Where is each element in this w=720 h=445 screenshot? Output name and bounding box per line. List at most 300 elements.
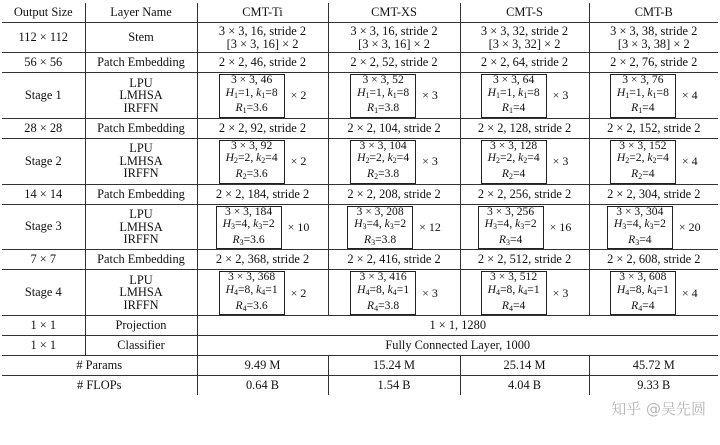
stage-name-cell: Stage 2 [2,138,85,184]
params-label-cell: # Params [2,356,197,376]
symbol-letter: k [387,151,393,165]
header-cmt-s: CMT-S [460,3,589,23]
symbol-letter: k [387,282,393,296]
flops-label-cell: # FLOPs [2,376,197,396]
header-cmt-ti: CMT-Ti [197,3,328,23]
symbol-subscript: 2 [638,171,643,181]
table-row-flops [2,376,718,396]
symbol-value: 2 [268,217,275,231]
ratio-spec: $R_3=4$ [628,232,652,247]
symbol-letter: k [647,85,653,99]
symbol-letter: R [631,166,639,180]
stage-layer-name: IRFFN [123,232,159,247]
symbol-letter: R [232,232,240,246]
output-size-cell: 1 × 1 [2,336,85,356]
params-value-cell: 25.14 M [460,356,589,376]
symbol-subscript: 1 [374,106,379,116]
symbol-letter: H [357,282,366,296]
symbol-letter: k [256,282,262,296]
table-row-patch-embedding [2,118,718,138]
conv-spec: 3 × 3, 304 [616,204,664,218]
symbol-subscript: 2 [242,171,247,181]
block-multiplier: × 3 [552,88,569,103]
bracket-matrix [350,271,416,315]
stage-layer-names [88,77,195,115]
conv-spec: 3 × 3, 52 [362,73,404,86]
layer-name-cell: Projection [85,316,197,336]
ratio-spec: $R_2=3.8$ [367,166,400,181]
heads-spec: $H_2=2$, $k_2=4$ [357,151,410,166]
symbol-value: 1 [271,282,278,296]
stage-block-cell [197,204,328,250]
symbol-subscript: 3 [492,222,497,232]
table-row-patch-embedding [2,184,718,204]
table-row-stage [2,204,718,250]
symbol-subscript: 1 [233,90,238,100]
symbol-letter: R [364,232,372,246]
symbol-letter: H [616,151,626,165]
symbol-subscript: 3 [362,222,367,232]
stem-cell [589,23,718,53]
bracket-matrix [219,140,285,184]
table-row-stage [2,73,718,119]
output-size-cell: 112 × 112 [2,23,85,53]
params-value-cell: 15.24 M [328,356,460,376]
conv-spec: 3 × 3, 208 [356,204,404,218]
symbol-letter: R [498,232,506,246]
symbol-value: 3.6 [253,298,268,312]
block-multiplier: × 12 [419,219,441,234]
symbol-letter: H [354,217,363,231]
ratio-spec: $R_1=3.8$ [367,101,400,116]
symbol-letter: k [387,85,393,99]
symbol-subscript: 2 [392,156,397,166]
symbol-value: 4 [632,217,639,231]
symbol-subscript: 3 [258,222,263,232]
symbol-letter: R [631,101,639,115]
symbol-value: 3.8 [384,298,400,312]
symbol-letter: k [384,217,390,231]
patch-embedding-cell: 2 × 2, 512, stride 2 [460,250,589,270]
conv-spec: 3 × 3, 512 [490,270,538,284]
heads-spec: $H_2=2$, $k_2=4$ [487,151,540,166]
conv-spec: 3 × 3, 608 [619,270,667,284]
symbol-subscript: 4 [261,287,266,297]
symbol-value: 4 [241,217,248,231]
symbol-subscript: 2 [365,156,370,166]
architecture-table [2,3,718,395]
patch-embedding-cell: 2 × 2, 64, stride 2 [460,53,589,73]
symbol-subscript: 4 [508,303,513,313]
symbol-value: 3.8 [381,232,397,246]
symbol-value: 4 [503,217,510,231]
symbol-letter: H [225,151,234,165]
bracket-matrix [219,271,285,315]
symbol-subscript: 1 [652,90,657,100]
conv-spec: 3 × 3, 64 [492,73,535,86]
heads-spec: $H_1=1$, $k_1=8$ [357,85,410,100]
block-multiplier: × 2 [290,285,307,300]
ratio-spec: $R_4=4$ [501,298,526,313]
block-spec [350,271,438,315]
symbol-value: 4 [648,166,655,180]
patch-embedding-cell: 2 × 2, 208, stride 2 [328,184,460,204]
projection-value-cell: 1 × 1, 1280 [197,316,718,336]
symbol-value: 2 [400,217,407,231]
stage-layer-names-cell [85,270,197,316]
params-value-cell: 45.72 M [589,356,718,376]
block-spec [607,206,701,250]
symbol-subscript: 3 [649,222,654,232]
ratio-spec: $R_4=4$ [631,298,655,313]
heads-spec: $H_1=1$, $k_1=8$ [487,85,540,100]
stage-block-cell [589,138,718,184]
symbol-letter: H [357,151,366,165]
layer-name-cell: Patch Embedding [85,53,197,73]
header-cmt-b: CMT-B [589,3,718,23]
symbol-value: 4 [519,166,526,180]
block-spec [216,206,310,250]
symbol-value: 8 [403,85,410,99]
flops-value-cell: 0.64 B [197,376,328,396]
block-spec [219,74,307,118]
stage-layer-name: IRFFN [123,100,159,115]
stage-layer-name: IRFFN [123,166,159,181]
stem-lines [463,25,587,50]
stem-line: 3 × 3, 16, stride 2 [218,23,307,38]
stage-block-cell [197,73,328,119]
block-multiplier: × 20 [678,219,701,234]
symbol-subscript: 2 [233,156,238,166]
symbol-subscript: 4 [625,287,630,297]
stage-block-cell [589,204,718,250]
symbol-value: 1 [663,282,669,296]
symbol-value: 3.8 [384,101,400,115]
stage-block-cell [328,270,460,316]
block-multiplier: × 3 [422,154,438,169]
stem-line: [3 × 3, 38] × 2 [617,36,690,51]
block-spec [350,140,438,184]
stage-layer-name: LMHSA [119,153,163,168]
ratio-spec: $R_3=3.8$ [364,232,397,247]
symbol-letter: H [357,85,366,99]
header-row [2,3,718,23]
stage-layer-name: LPU [129,75,153,90]
symbol-value: 4 [271,151,278,165]
symbol-subscript: 2 [652,156,657,166]
stage-layer-name: LPU [129,141,153,156]
symbol-subscript: 3 [389,222,394,232]
heads-spec: $H_2=2$, $k_2=4$ [225,151,278,166]
symbol-subscript: 4 [233,287,238,297]
bracket-matrix [481,140,547,184]
symbol-subscript: 2 [374,171,379,181]
conv-spec: 3 × 3, 128 [490,138,538,152]
stage-block-cell [328,204,460,250]
block-multiplier: × 3 [552,154,569,169]
symbol-subscript: 4 [392,287,397,297]
stage-layer-names [88,208,195,246]
symbol-subscript: 1 [638,106,643,116]
block-spec [347,206,441,250]
symbol-subscript: 2 [625,156,630,166]
symbol-value: 2 [660,217,666,231]
symbol-subscript: 3 [371,237,376,247]
symbol-letter: R [628,232,636,246]
stage-block-cell [328,73,460,119]
table-row-patch-embedding [2,53,718,73]
heads-spec: $H_4=8$, $k_4=1$ [487,282,540,297]
stage-block-cell [460,73,589,119]
stage-layer-name: LMHSA [119,285,163,300]
symbol-letter: R [501,101,509,115]
symbol-subscript: 1 [625,90,630,100]
conv-spec: 3 × 3, 184 [225,204,273,218]
symbol-letter: k [647,282,653,296]
symbol-subscript: 1 [261,90,266,100]
symbol-subscript: 3 [230,222,235,232]
symbol-letter: k [256,151,262,165]
symbol-value: 1 [635,85,642,99]
symbol-letter: k [647,151,653,165]
conv-spec: 3 × 3, 152 [619,138,667,152]
symbol-letter: H [616,282,626,296]
flops-value-cell: 9.33 B [589,376,718,396]
stage-layer-name: LMHSA [119,219,163,234]
stem-cell [460,23,589,53]
patch-embedding-cell: 2 × 2, 304, stride 2 [589,184,718,204]
symbol-letter: k [518,151,524,165]
block-spec [350,74,438,118]
heads-spec: $H_4=8$, $k_4=1$ [616,282,669,297]
patch-embedding-cell: 2 × 2, 92, stride 2 [197,118,328,138]
symbol-letter: R [631,298,639,312]
stem-line: 3 × 3, 16, stride 2 [350,23,438,38]
stage-layer-names-cell [85,204,197,250]
symbol-value: 2 [244,151,251,165]
stage-block-cell [460,138,589,184]
watermark: 知乎 @吴先圆 [611,400,706,418]
table-row-params [2,356,718,376]
layer-name-cell: Stem [85,23,197,53]
symbol-letter: k [518,85,524,99]
header-layer-name: Layer Name [85,3,197,23]
symbol-value: 3.8 [384,166,400,180]
stem-line: [3 × 3, 16] × 2 [226,36,299,51]
symbol-subscript: 3 [520,222,525,232]
table-row-classifier [2,336,718,356]
stage-layer-name: LMHSA [119,88,163,103]
symbol-value: 2 [376,151,382,165]
symbol-letter: H [225,85,234,99]
heads-spec: $H_4=8$, $k_4=1$ [225,282,278,297]
stage-layer-names [88,274,195,312]
patch-embedding-cell: 2 × 2, 128, stride 2 [460,118,589,138]
bracket-matrix [347,206,413,250]
ratio-spec: $R_3=3.6$ [232,232,265,247]
symbol-letter: H [613,217,623,231]
classifier-value-cell: Fully Connected Layer, 1000 [197,336,718,356]
patch-embedding-cell: 2 × 2, 46, stride 2 [197,53,328,73]
table-row-projection [2,316,718,336]
symbol-value: 3.6 [253,101,268,115]
block-multiplier: × 4 [681,154,698,169]
symbol-value: 1 [506,85,513,99]
symbol-value: 3.6 [253,166,268,180]
symbol-subscript: 3 [239,237,244,247]
block-spec [481,271,569,315]
stage-block-cell [197,270,328,316]
symbol-subscript: 4 [242,303,247,313]
patch-embedding-cell: 2 × 2, 104, stride 2 [328,118,460,138]
symbol-letter: k [515,217,521,231]
conv-spec: 3 × 3, 368 [228,270,276,284]
flops-value-cell: 4.04 B [460,376,589,396]
stage-name-cell: Stage 4 [2,270,85,316]
block-spec [610,140,698,184]
bracket-matrix [350,74,416,118]
block-spec [610,271,698,315]
symbol-value: 4 [645,232,652,246]
stem-line: 3 × 3, 38, stride 2 [610,23,698,38]
symbol-value: 1 [244,85,251,99]
symbol-value: 8 [376,282,382,296]
table-body [2,23,718,396]
patch-embedding-cell: 2 × 2, 368, stride 2 [197,250,328,270]
symbol-value: 4 [516,232,523,246]
symbol-subscript: 1 [365,90,370,100]
symbol-value: 2 [530,217,537,231]
symbol-value: 4 [663,151,669,165]
stem-lines [592,25,717,50]
block-spec [481,74,569,118]
symbol-subscript: 3 [505,237,510,247]
stem-lines [200,25,326,50]
block-spec [219,271,307,315]
ratio-spec: $R_1=4$ [501,101,526,116]
symbol-letter: H [225,282,234,296]
layer-name-cell: Patch Embedding [85,184,197,204]
conv-spec: 3 × 3, 76 [622,73,664,86]
patch-embedding-cell: 2 × 2, 184, stride 2 [197,184,328,204]
patch-embedding-cell: 2 × 2, 52, stride 2 [328,53,460,73]
stage-block-cell [589,270,718,316]
output-size-cell: 1 × 1 [2,316,85,336]
ratio-spec: $R_4=3.8$ [367,298,400,313]
flops-value-cell: 1.54 B [328,376,460,396]
patch-embedding-cell: 2 × 2, 608, stride 2 [589,250,718,270]
block-multiplier: × 2 [290,154,307,169]
symbol-value: 8 [533,85,540,99]
ratio-spec: $R_2=4$ [631,166,655,181]
symbol-value: 4 [519,101,526,115]
stage-name-cell: Stage 1 [2,73,85,119]
stage-layer-names-cell [85,138,197,184]
heads-spec: $H_3=4$, $k_3=2$ [613,217,666,232]
symbol-subscript: 2 [523,156,528,166]
conv-spec: 3 × 3, 256 [487,204,535,218]
symbol-letter: R [367,166,375,180]
symbol-value: 4 [533,151,540,165]
patch-embedding-cell: 2 × 2, 416, stride 2 [328,250,460,270]
block-spec [610,74,698,118]
symbol-value: 1 [403,282,410,296]
stage-block-cell [589,73,718,119]
symbol-subscript: 4 [374,303,379,313]
layer-name-cell: Patch Embedding [85,118,197,138]
patch-embedding-cell: 2 × 2, 152, stride 2 [589,118,718,138]
symbol-subscript: 4 [638,303,643,313]
bracket-matrix [350,140,416,184]
ratio-spec: $R_1=3.6$ [235,101,268,116]
stem-line: 3 × 3, 32, stride 2 [480,23,569,38]
symbol-letter: R [235,298,243,312]
symbol-value: 2 [506,151,513,165]
stem-lines [331,25,458,50]
symbol-letter: R [501,166,509,180]
ratio-spec: $R_2=3.6$ [235,166,268,181]
symbol-letter: H [616,85,626,99]
symbol-letter: R [235,166,243,180]
symbol-letter: R [367,101,375,115]
stage-layer-name: IRFFN [123,298,159,313]
block-multiplier: × 10 [287,219,310,234]
conv-spec: 3 × 3, 416 [359,270,407,284]
bracket-matrix [216,206,282,250]
stage-block-cell [328,138,460,184]
block-spec [219,140,307,184]
heads-spec: $H_1=1$, $k_1=8$ [225,85,278,100]
symbol-value: 4 [648,298,655,312]
block-multiplier: × 3 [422,88,438,103]
symbol-value: 8 [244,282,251,296]
conv-spec: 3 × 3, 46 [230,73,273,86]
symbol-letter: k [518,282,524,296]
symbol-subscript: 3 [622,222,627,232]
symbol-subscript: 4 [652,287,657,297]
symbol-subscript: 1 [242,106,247,116]
symbol-value: 8 [635,282,642,296]
symbol-subscript: 2 [495,156,500,166]
symbol-letter: R [235,101,243,115]
stem-cell [328,23,460,53]
symbol-letter: H [484,217,493,231]
symbol-letter: k [253,217,259,231]
output-size-cell: 56 × 56 [2,53,85,73]
conv-spec: 3 × 3, 92 [230,138,273,152]
params-value-cell: 9.49 M [197,356,328,376]
bracket-matrix [219,74,285,118]
bracket-matrix [481,74,547,118]
block-multiplier: × 16 [549,219,572,234]
bracket-matrix [607,206,673,250]
patch-embedding-cell: 2 × 2, 256, stride 2 [460,184,589,204]
symbol-value: 4 [519,298,526,312]
symbol-subscript: 2 [261,156,266,166]
output-size-cell: 28 × 28 [2,118,85,138]
table-row-stem [2,23,718,53]
patch-embedding-cell: 2 × 2, 76, stride 2 [589,53,718,73]
layer-name-cell: Classifier [85,336,197,356]
table-row-stage [2,138,718,184]
heads-spec: $H_1=1$, $k_1=8$ [616,85,669,100]
symbol-subscript: 1 [508,106,513,116]
table-row-patch-embedding [2,250,718,270]
ratio-spec: $R_3=4$ [498,232,523,247]
block-multiplier: × 4 [681,88,698,103]
header-cmt-xs: CMT-XS [328,3,460,23]
stage-layer-name: LPU [129,272,153,287]
